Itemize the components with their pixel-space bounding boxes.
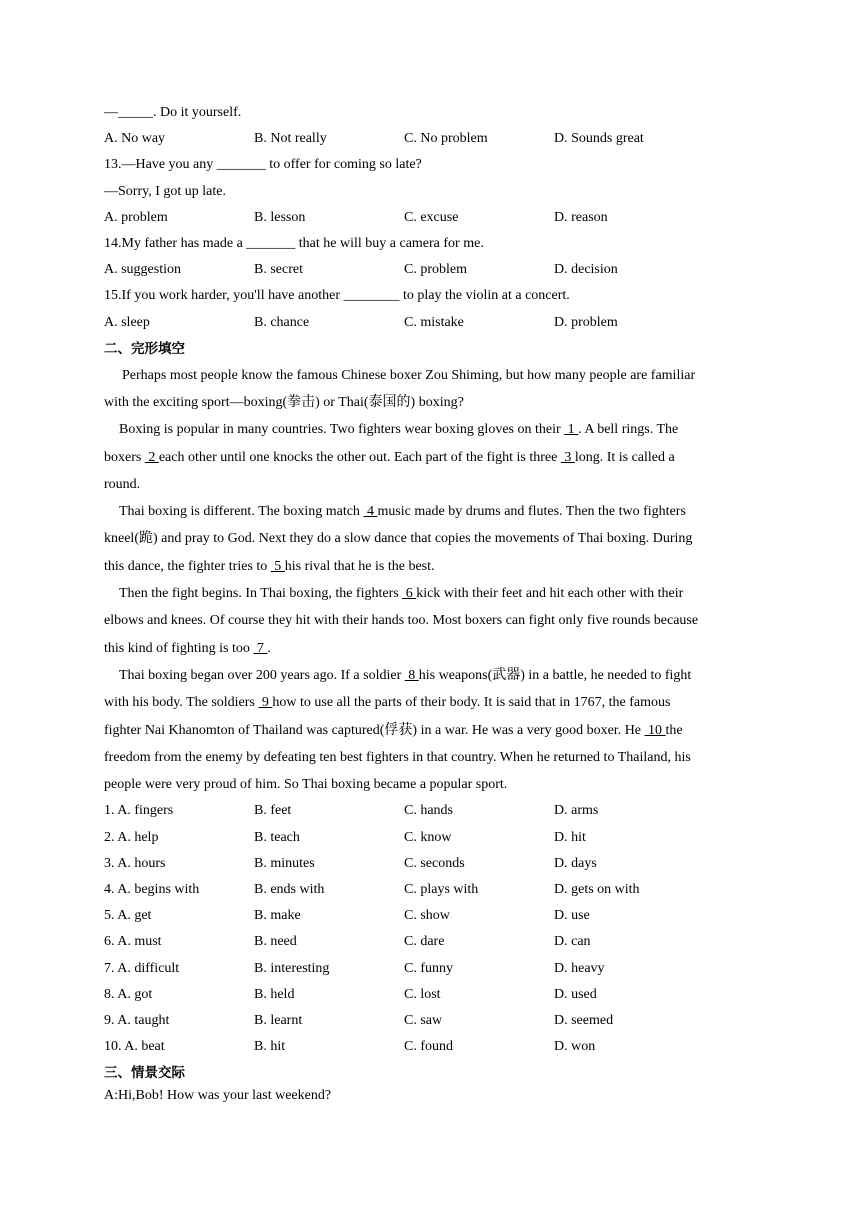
option-c: C. mistake — [404, 314, 464, 330]
options-row — [104, 257, 754, 283]
blank-1: 1 — [564, 422, 579, 438]
blank-3: 3 — [560, 449, 575, 465]
cloze-option-row-6: 6. A. must B. need C. dare D. can — [104, 934, 591, 950]
cloze-options — [104, 798, 754, 1060]
option-b: B. Not really — [254, 131, 327, 147]
passage — [104, 362, 754, 799]
passage-line: with the exciting sport—boxing(拳击) or Thai(泰国的) boxing? — [104, 394, 464, 410]
cloze-option-row-9: 9. A. taught B. learnt C. saw D. seemed — [104, 1012, 614, 1028]
blank-6: 6 — [402, 586, 417, 602]
passage-line: elbows and knees. Of course they hit with their hands too. Most boxers can fight only five rounds because — [104, 613, 699, 629]
cloze-option-row-1: 1. A. fingers B. feet C. hands D. arms — [104, 803, 599, 819]
cloze-option-row-4: 4. A. begins with B. ends with C. plays with D. gets on with — [104, 882, 640, 897]
cloze-option-row-2: 2. A. help B. teach C. know D. hit — [104, 829, 586, 845]
option-b: B. secret — [254, 262, 303, 278]
dialogue-line: A:Hi,Bob! How was your last weekend? — [104, 1088, 332, 1104]
blank-8: 8 — [404, 667, 419, 683]
option-b: B. chance — [254, 314, 310, 330]
question-13: 13.—Have you any _______ to offer for coming so late? — [104, 157, 422, 173]
option-d: D. reason — [554, 209, 608, 225]
options-row — [104, 205, 754, 231]
question-tail: —_____. Do it yourself. — [104, 105, 242, 120]
question-13-reply: —Sorry, I got up late. — [104, 183, 226, 199]
option-a: A. problem — [104, 209, 168, 225]
passage-line: Perhaps most people know the famous Chinese boxer Zou Shiming, but how many people are familiar — [122, 367, 696, 383]
cloze-option-row-8: 8. A. got B. held C. lost D. used — [104, 986, 597, 1002]
options-row — [104, 310, 754, 336]
option-c: C. excuse — [404, 209, 459, 225]
option-d: D. decision — [554, 262, 618, 278]
passage-line: Then the fight begins. In Thai boxing, the fighters 6 kick with their feet and hit each other with their — [119, 586, 684, 602]
passage-line: round. — [104, 476, 141, 492]
section-heading-dialogue: 三、情景交际 — [104, 1065, 185, 1082]
passage-line: kneel(跪) and pray to God. Next they do a slow dance that copies the movements of Thai boxing. During — [104, 531, 693, 547]
question-14: 14.My father has made a _______ that he will buy a camera for me. — [104, 235, 484, 251]
option-a: A. suggestion — [104, 262, 181, 278]
option-a: A. sleep — [104, 314, 150, 330]
blank-7: 7 — [253, 640, 268, 656]
options-row — [104, 126, 754, 152]
cloze-option-row-5: 5. A. get B. make C. show D. use — [104, 908, 590, 924]
passage-line: this kind of fighting is too 7 . — [104, 640, 271, 656]
option-d: D. problem — [554, 314, 618, 330]
passage-line: Thai boxing is different. The boxing match 4 music made by drums and flutes. Then the two fighters — [119, 504, 686, 520]
cloze-option-row-7: 7. A. difficult B. interesting C. funny D. heavy — [104, 960, 605, 976]
option-a: A. No way — [104, 131, 166, 147]
cloze-option-row-10: 10. A. beat B. hit C. found D. won — [104, 1039, 596, 1055]
passage-line: this dance, the fighter tries to 5 his rival that he is the best. — [104, 558, 435, 574]
option-c: C. No problem — [404, 131, 488, 147]
blank-4: 4 — [363, 504, 378, 520]
option-b: B. lesson — [254, 209, 306, 225]
blank-2: 2 — [144, 449, 159, 465]
blank-9: 9 — [258, 695, 273, 711]
option-d: D. Sounds great — [554, 131, 644, 147]
blank-10: 10 — [644, 722, 666, 738]
blank-5: 5 — [270, 558, 285, 574]
passage-line: freedom from the enemy by defeating ten best fighters in that country. When he returned to Thailand, his — [104, 749, 691, 765]
passage-line: Thai boxing began over 200 years ago. If a soldier 8 his weapons(武器) in a battle, he needed to fight — [119, 667, 692, 683]
question-15: 15.If you work harder, you'll have another ________ to play the violin at a concert. — [104, 288, 570, 304]
section-heading-cloze: 二、完形填空 — [104, 340, 185, 357]
passage-line: fighter Nai Khanomton of Thailand was captured(俘获) in a war. He was a very good boxer. He 10 the — [104, 722, 683, 738]
passage-line: people were very proud of him. So Thai boxing became a popular sport. — [104, 777, 508, 793]
cloze-option-row-3: 3. A. hours B. minutes C. seconds D. days — [104, 855, 597, 871]
passage-line: boxers 2 each other until one knocks the other out. Each part of the fight is three 3 long. It is called a — [104, 449, 675, 465]
document-page — [104, 100, 754, 1108]
passage-line: Boxing is popular in many countries. Two fighters wear boxing gloves on their 1 . A bell rings. The — [119, 422, 679, 438]
passage-line: with his body. The soldiers 9 how to use all the parts of their body. It is said that in 1767, the famous — [104, 695, 671, 711]
option-c: C. problem — [404, 262, 467, 278]
